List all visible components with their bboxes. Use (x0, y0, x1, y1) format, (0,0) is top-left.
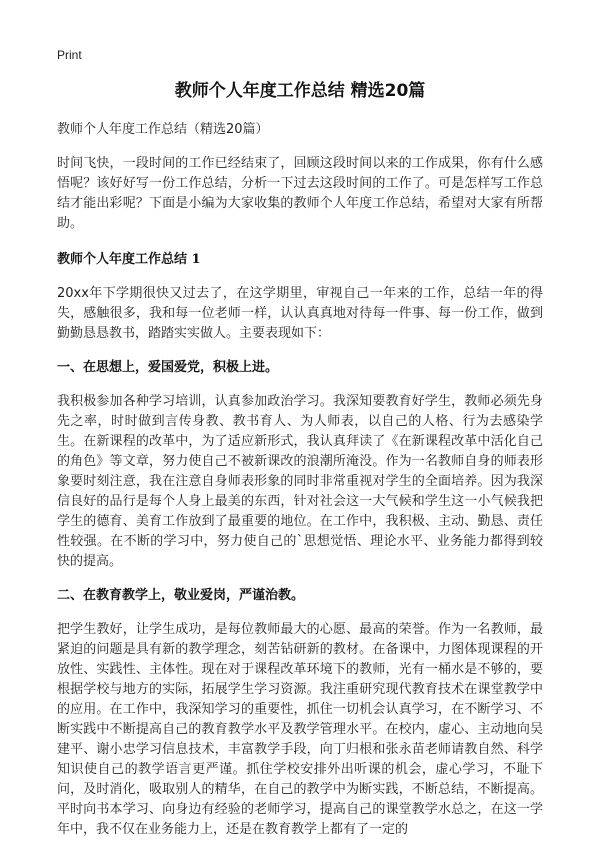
article-subtitle: 教师个人年度工作总结（精选20篇） (57, 122, 269, 137)
point-heading-2: 二、在教育教学上，敬业爱岗，严谨治教。 (57, 588, 305, 603)
page-title: 教师个人年度工作总结 精选20篇 (174, 81, 426, 101)
print-link[interactable]: Print (57, 48, 82, 62)
intro-paragraph: 时间飞快，一段时间的工作已经结束了，回顾这段时间以来的工作成果，你有什么感悟呢？该好好写一份工作总结，分析一下过去这段时间的工作了。可是怎样写工作总结才能出彩呢？下面是小编为大家收集的教师个人年度工作总结，希望对大家有所帮助。 (57, 156, 543, 231)
section-heading-1: 教师个人年度工作总结 1 (57, 252, 201, 267)
point-2-paragraph: 把学生教好，让学生成功，是每位教师最大的心愿、最高的荣誉。作为一名教师，最紧迫的问题是具有新的教学理念，刻苦钻研新的教材。在备课中，力图体现课程的开放性、实践性、主体性。现在对于课程改革环境下的教师，光有一桶水是不够的，要根据学校与地方的实际，拓展学生学习资源。我注重研究现代教育技术在课堂教学中的应用。在工作中，我深知学习的重要性，抓住一切机会认真学习，在不断学习、不断实践中不断提高自己的教育教学水平及教学管理水平。在校内，虚心、主动地向吴建平、谢小忠学习信息技术，丰富教学手段，向丁归根和张永苗老师请教自然、科学知识使自己的教学语言更严谨。抓住学校安排外出听课的机会，虚心学习，不耻下问，及时消化，吸取别人的精华，在自己的教学中为断实践，不断总结，不断提高。平时向书本学习、向身边有经验的老师学习，提高自己的课堂教学水总之，在这一学年中，我不仅在业务能力上，还是在教育教学上都有了一定的 (57, 622, 543, 837)
point-1-paragraph: 我积极参加各种学习培训，认真参加政治学习。我深知要教育好学生，教师必须先身先之率，时时做到言传身教、教书育人、为人师表，以自己的人格、行为去感染学生。在新课程的改革中，为了适应新形式，我认真拜读了《在新课程改革中活化自己的角色》等文章，努力使自己不被新课改的浪潮所淹没。作为一名教师自身的师表形象要时刻注意，我在注意自身师表形象的同时非常重视对学生的全面培养。因为我深信良好的品行是每个人身上最美的东西，针对社会这一大气候和学生这一小气候我把学生的德育、美育工作放到了最重要的地位。在工作中，我积极、主动、勤恳、责任性较强。在不断的学习中，努力使自己的`思想觉悟、理论水平、业务能力都得到较快的提高。 (57, 394, 543, 569)
section-1-intro-paragraph: 20xx年下学期很快又过去了，在这学期里，审视自己一年来的工作，总结一年的得失，感触很多，我和每一位老师一样，认认真真地对待每一件事、每一份工作，做到勤勤恳恳教书，踏踏实实做人。主要表现如下： (57, 286, 543, 341)
article-body (57, 120, 543, 854)
point-heading-1: 一、在思想上，爱国爱党，积极上进。 (57, 360, 279, 375)
